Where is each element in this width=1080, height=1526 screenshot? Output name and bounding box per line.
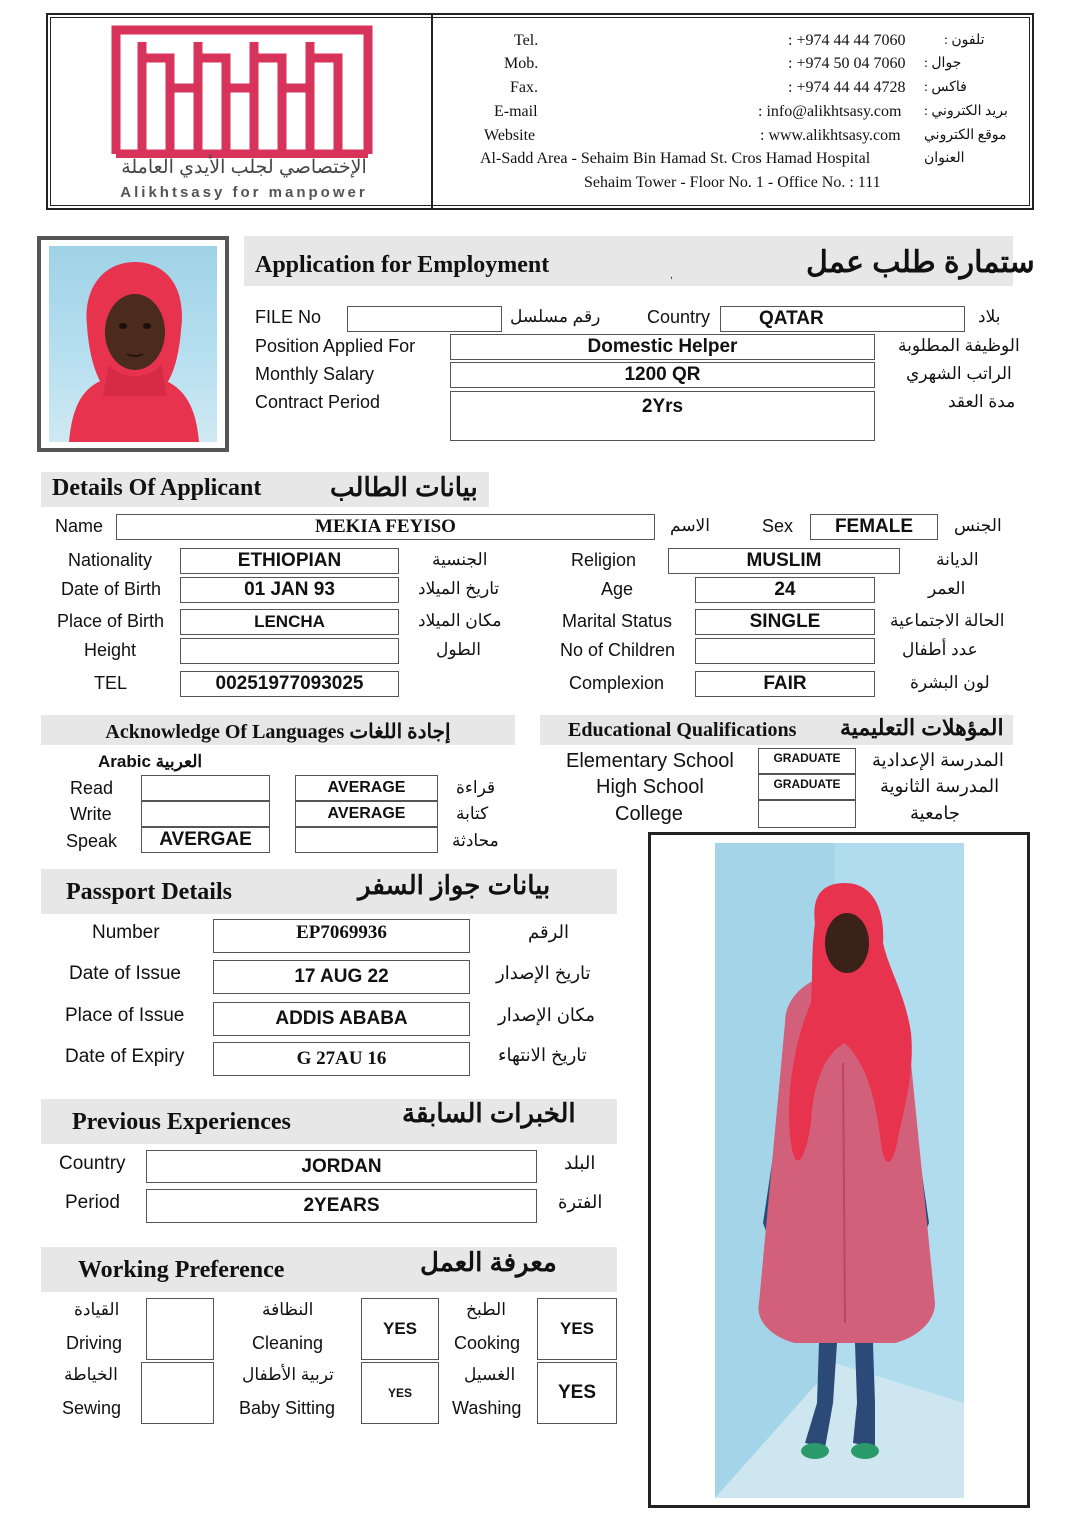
expiry-ar: تاريخ الانتهاء xyxy=(498,1045,587,1065)
arabic-label: Arabic العربية xyxy=(98,752,203,771)
contact-fax-label: Fax. xyxy=(510,79,538,96)
logo-mark-icon xyxy=(108,18,380,158)
cooking-field[interactable]: YES xyxy=(537,1298,617,1360)
address-ar: العنوان xyxy=(924,151,965,166)
dob-field[interactable]: 01 JAN 93 xyxy=(180,577,399,603)
nationality-field[interactable]: ETHIOPIAN xyxy=(180,548,399,574)
height-field[interactable] xyxy=(180,638,399,664)
contact-fax-value: : +974 44 44 4728 xyxy=(788,79,906,96)
marital-ar: الحالة الاجتماعية xyxy=(890,611,1005,630)
cooking-label: Cooking xyxy=(454,1333,521,1353)
passport-number-field[interactable]: EP7069936 xyxy=(213,919,470,953)
salary-field[interactable]: 1200 QR xyxy=(450,362,875,388)
complexion-ar: لون البشرة xyxy=(910,673,990,692)
contact-mob-value: : +974 50 04 7060 xyxy=(788,55,906,72)
passport-number-ar: الرقم xyxy=(528,922,570,942)
contract-field[interactable]: 2Yrs xyxy=(450,391,875,441)
sewing-ar: الخياطة xyxy=(64,1365,118,1384)
nationality-label: Nationality xyxy=(68,550,153,570)
sex-ar: الجنس xyxy=(954,516,1002,535)
cleaning-field[interactable]: YES xyxy=(361,1298,439,1360)
babysitting-field[interactable]: YES xyxy=(361,1362,439,1424)
country-label: Country xyxy=(647,307,711,327)
name-label: Name xyxy=(55,516,104,536)
washing-label: Washing xyxy=(452,1398,522,1418)
religion-label: Religion xyxy=(571,550,637,570)
elementary-field[interactable]: GRADUATE xyxy=(758,748,856,774)
contact-tel-ar: تلفون : xyxy=(944,33,985,48)
washing-field[interactable]: YES xyxy=(537,1362,617,1424)
nationality-ar: الجنسية xyxy=(432,550,488,569)
contact-mob-label: Mob. xyxy=(504,55,539,72)
logo-arabic-text: الإختصاصي لجلب الأيدي العاملة xyxy=(121,157,367,178)
issue-place-ar: مكان الإصدار xyxy=(498,1005,595,1025)
full-body-image-icon xyxy=(715,843,964,1498)
exp-period-field[interactable]: 2YEARS xyxy=(146,1189,537,1223)
sewing-field[interactable] xyxy=(141,1362,214,1424)
age-label: Age xyxy=(601,579,634,599)
position-field[interactable]: Domestic Helper xyxy=(450,334,875,360)
read-english-field[interactable]: AVERAGE xyxy=(295,775,438,801)
country-ar: بلاد xyxy=(978,307,1001,326)
college-ar: جامعية xyxy=(910,803,961,823)
read-arabic-field[interactable] xyxy=(141,775,270,801)
issue-date-label: Date of Issue xyxy=(69,963,181,984)
children-ar: عدد أطفال xyxy=(902,640,978,659)
dob-label: Date of Birth xyxy=(61,579,162,599)
exp-period-label: Period xyxy=(65,1192,120,1213)
logo-english-text: Alikhtsasy for manpower xyxy=(120,184,368,201)
expiry-field[interactable]: G 27AU 16 xyxy=(213,1042,470,1076)
high-school-ar: المدرسة الثانوية xyxy=(880,776,1000,796)
cleaning-ar: النظافة xyxy=(262,1300,314,1319)
marital-field[interactable]: SINGLE xyxy=(695,609,875,635)
tel-label: TEL xyxy=(94,673,128,693)
contact-mob-ar: جوال : xyxy=(924,56,962,71)
languages-title: Acknowledge Of Languages إجادة اللغات xyxy=(105,721,451,743)
contract-label: Contract Period xyxy=(255,392,381,412)
marital-label: Marital Status xyxy=(562,611,673,631)
speak-label: Speak xyxy=(66,831,118,851)
sewing-label: Sewing xyxy=(62,1398,122,1418)
read-ar: قراءة xyxy=(456,778,496,797)
contact-tel-value: : +974 44 44 7060 xyxy=(788,32,906,49)
education-title-ar: المؤهلات التعليمية xyxy=(840,715,1004,740)
age-field[interactable]: 24 xyxy=(695,577,875,603)
exp-country-ar: البلد xyxy=(564,1153,596,1173)
complexion-field[interactable]: FAIR xyxy=(695,671,875,697)
salary-ar: الراتب الشهري xyxy=(906,364,1012,383)
file-no-ar: رقم مسلسل xyxy=(510,307,601,326)
contract-ar: مدة العقد xyxy=(948,392,1016,411)
exp-country-field[interactable]: JORDAN xyxy=(146,1150,537,1183)
experience-title-ar: الخبرات السابقة xyxy=(402,1098,576,1128)
pob-field[interactable]: LENCHA xyxy=(180,609,399,635)
address-line-1: Al-Sadd Area - Sehaim Bin Hamad St. Cros Hamad Hospital xyxy=(480,150,871,167)
cleaning-label: Cleaning xyxy=(252,1333,324,1353)
speak-english-field[interactable] xyxy=(295,827,438,853)
title-dot: , xyxy=(670,270,673,281)
contact-website-label: Website xyxy=(484,127,536,144)
washing-ar: الغسيل xyxy=(464,1365,516,1384)
name-field[interactable]: MEKIA FEYISO xyxy=(116,514,655,540)
children-label: No of Children xyxy=(560,640,676,660)
salary-label: Monthly Salary xyxy=(255,364,375,384)
high-school-field[interactable]: GRADUATE xyxy=(758,774,856,800)
issue-place-label: Place of Issue xyxy=(65,1005,185,1026)
applicant-portrait xyxy=(37,236,229,452)
read-label: Read xyxy=(70,778,114,798)
write-arabic-field[interactable] xyxy=(141,801,270,827)
applicant-title-ar: بيانات الطالب xyxy=(330,472,478,502)
exp-period-ar: الفترة xyxy=(558,1192,603,1212)
speak-ar: محادثة xyxy=(452,831,499,850)
babysitting-label: Baby Sitting xyxy=(239,1398,336,1418)
application-title: Application for Employment xyxy=(255,252,550,278)
contact-email-label: E-mail xyxy=(494,103,538,120)
pob-ar: مكان الميلاد xyxy=(418,611,502,630)
driving-ar: القيادة xyxy=(74,1300,120,1319)
passport-title: Passport Details xyxy=(66,879,232,905)
children-field[interactable] xyxy=(695,638,875,664)
height-ar: الطول xyxy=(436,640,481,659)
speak-arabic-field[interactable]: AVERGAE xyxy=(141,827,270,853)
application-title-ar: ستمارة طلب عمل xyxy=(806,246,1035,279)
contact-fax-ar: فاكس : xyxy=(924,80,967,95)
elementary-label: Elementary School xyxy=(566,750,734,772)
file-no-label: FILE No xyxy=(255,307,322,327)
passport-title-ar: بيانات جواز السفر xyxy=(358,870,551,900)
pob-label: Place of Birth xyxy=(57,611,165,631)
applicant-full-photo xyxy=(648,832,1030,1508)
sex-label: Sex xyxy=(762,516,794,536)
file-no-field[interactable] xyxy=(347,306,502,332)
country-field[interactable]: QATAR xyxy=(720,306,965,332)
dob-ar: تاريخ الميلاد xyxy=(418,579,500,598)
experience-title: Previous Experiences xyxy=(72,1109,291,1135)
cooking-ar: الطبخ xyxy=(466,1300,506,1319)
position-label: Position Applied For xyxy=(255,336,416,356)
babysitting-ar: تربية الأطفال xyxy=(242,1365,334,1384)
college-label: College xyxy=(615,803,683,825)
sex-field[interactable]: FEMALE xyxy=(810,514,938,540)
contact-website-ar: موقع الكتروني xyxy=(924,128,1007,143)
height-label: Height xyxy=(84,640,137,660)
elementary-ar: المدرسة الإعدادية xyxy=(872,750,1004,770)
address-line-2: Sehaim Tower - Floor No. 1 - Office No. : 111 xyxy=(584,174,881,191)
preference-title: Working Preference xyxy=(78,1257,285,1283)
college-field[interactable] xyxy=(758,800,856,828)
applicant-title: Details Of Applicant xyxy=(52,475,262,501)
preference-title-ar: معرفة العمل xyxy=(420,1247,557,1277)
exp-country-label: Country xyxy=(59,1153,126,1174)
portrait-image-icon xyxy=(49,246,217,442)
contact-tel-label: Tel. xyxy=(514,32,539,49)
name-ar: الاسم xyxy=(670,516,710,535)
position-ar: الوظيفة المطلوبة xyxy=(898,336,1020,355)
expiry-label: Date of Expiry xyxy=(65,1046,185,1067)
write-english-field[interactable]: AVERAGE xyxy=(295,801,438,827)
high-school-label: High School xyxy=(596,776,704,798)
driving-label: Driving xyxy=(66,1333,123,1353)
company-logo xyxy=(108,18,380,206)
education-title: Educational Qualifications xyxy=(568,719,797,741)
contact-website-value[interactable]: : www.alikhtsasy.com xyxy=(760,127,901,144)
issue-date-field[interactable]: 17 AUG 22 xyxy=(213,960,470,994)
complexion-label: Complexion xyxy=(569,673,665,693)
contact-email-ar: بريد الكتروني : xyxy=(924,104,1008,119)
tel-field[interactable]: 00251977093025 xyxy=(180,671,399,697)
write-label: Write xyxy=(70,804,112,824)
age-ar: العمر xyxy=(928,579,966,598)
issue-place-field[interactable]: ADDIS ABABA xyxy=(213,1002,470,1036)
issue-date-ar: تاريخ الإصدار xyxy=(496,963,591,983)
write-ar: كتابة xyxy=(456,804,489,823)
religion-ar: الديانة xyxy=(936,550,979,569)
driving-field[interactable] xyxy=(146,1298,214,1360)
contact-email-value[interactable]: : info@alikhtsasy.com xyxy=(758,103,902,120)
religion-field[interactable]: MUSLIM xyxy=(668,548,900,574)
passport-number-label: Number xyxy=(92,922,160,943)
